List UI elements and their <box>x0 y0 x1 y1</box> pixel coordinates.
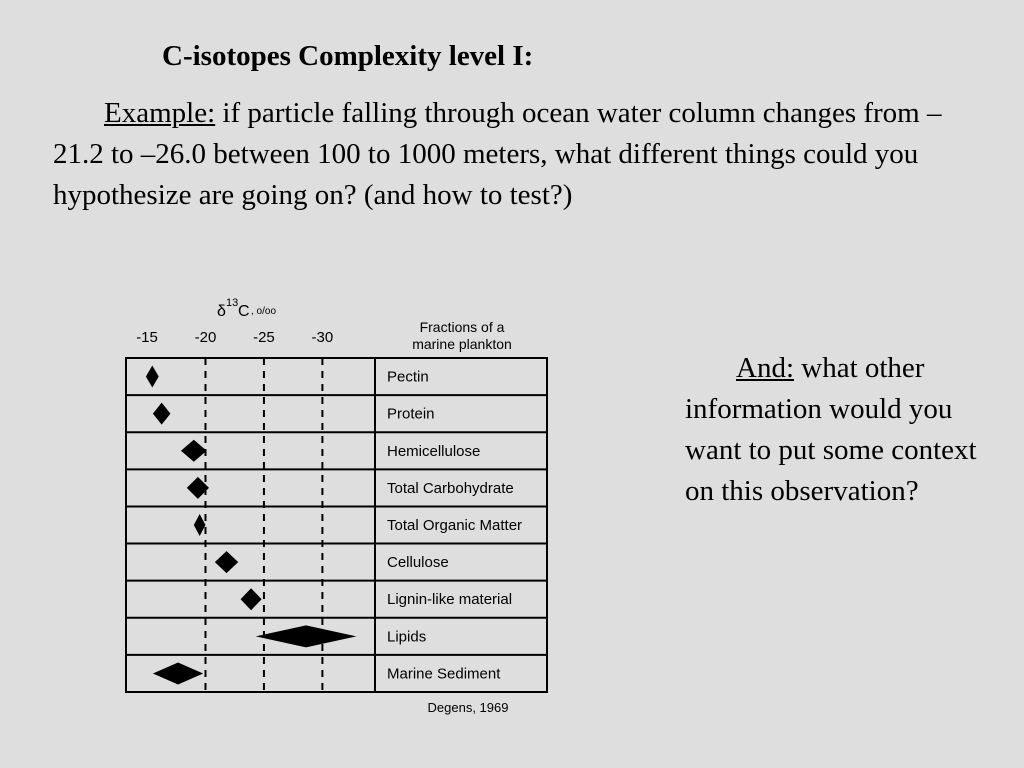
followup-lead: And: <box>736 352 794 384</box>
column-header-line2: marine plankton <box>412 336 512 352</box>
row-label: Hemicellulose <box>387 442 481 460</box>
row-label: Cellulose <box>387 554 449 572</box>
row-label: Total Organic Matter <box>387 517 523 534</box>
source-citation: Degens, 1969 <box>427 700 509 715</box>
question-lead: Example: <box>104 97 216 129</box>
row-label: Lipids <box>387 628 427 646</box>
column-header-line1: Fractions of a <box>419 319 505 335</box>
range-marker <box>194 514 206 536</box>
axis-title-isotope: 13 <box>226 297 239 309</box>
row-label: Marine Sediment <box>387 665 501 683</box>
axis-title-element: C <box>238 303 250 320</box>
row-label: Lignin-like material <box>387 591 513 609</box>
range-marker <box>181 440 207 462</box>
range-marker <box>215 551 238 573</box>
range-marker <box>153 662 203 684</box>
row-label: Protein <box>387 405 435 423</box>
range-marker <box>153 403 171 425</box>
x-tick-label: -25 <box>253 329 275 346</box>
followup-text: what other information would you want to put some context on this observation? <box>685 352 977 507</box>
x-tick-label: -20 <box>194 329 217 346</box>
row-label: Pectin <box>387 368 429 386</box>
range-marker <box>146 366 159 388</box>
x-tick-label: -15 <box>136 329 158 346</box>
axis-title-symbol: δ <box>217 303 226 320</box>
range-marker <box>241 588 262 610</box>
slide-title: C-isotopes Complexity level I: <box>162 40 534 72</box>
x-tick-label: -30 <box>311 329 334 346</box>
range-marker <box>256 625 357 647</box>
row-label: Total Carbohydrate <box>387 479 514 497</box>
question-text: if particle falling through ocean water column changes from –21.2 to –26.0 between 100 to 1000 meters, what different things could you hypothesize are going on? (and how to test?) <box>53 97 942 211</box>
axis-title-unit: , o/oo <box>251 306 277 317</box>
